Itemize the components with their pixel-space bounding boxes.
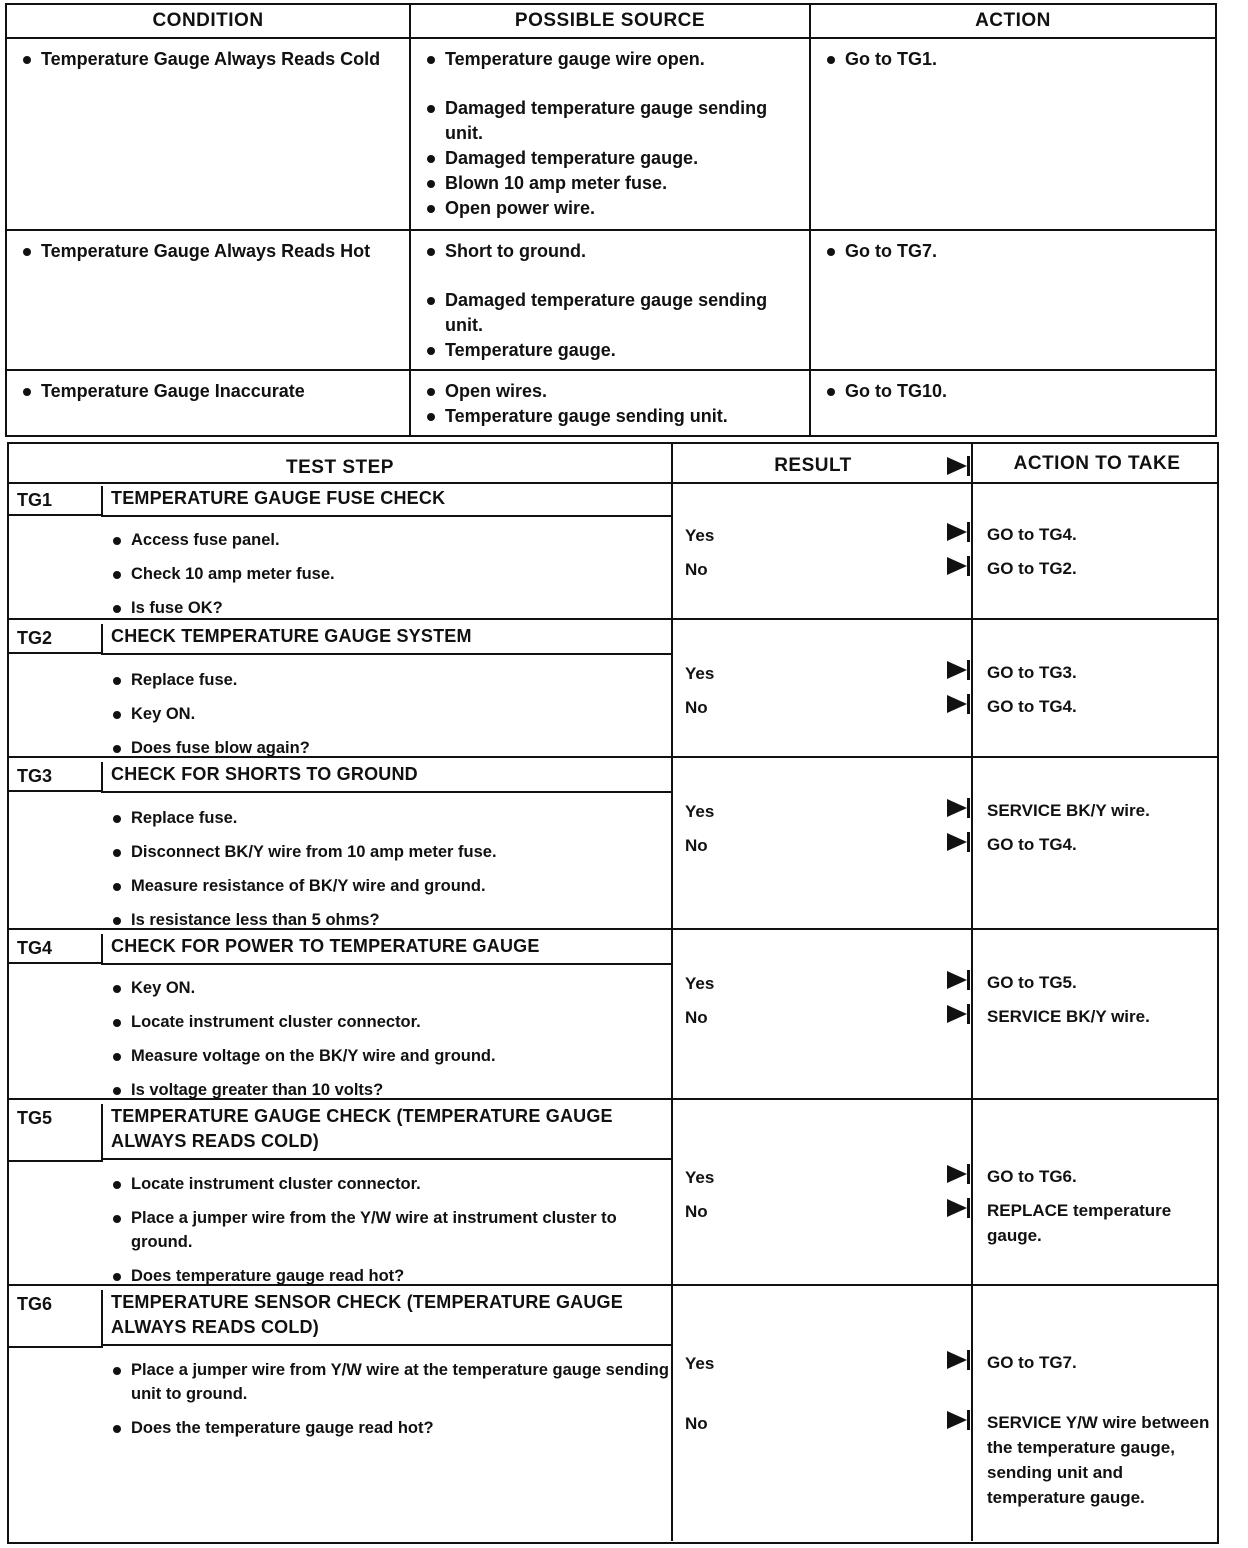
step-bullet: Locate instrument cluster connector. [109,1010,669,1034]
step-bullet: Disconnect BK/Y wire from 10 amp meter fuse. [109,840,669,864]
source-item: Damaged temperature gauge sending unit. [423,288,799,338]
action-column [971,482,1217,618]
action-text: Go to TG10. [823,379,1205,404]
step-bullet: Place a jumper wire from Y/W wire at the temperature gauge sending unit to ground. [109,1358,669,1406]
source-item: Temperature gauge. [423,338,799,363]
result-column [671,620,953,756]
result-arrow-icon [947,1164,971,1184]
source-item: Temperature gauge sending unit. [423,404,799,429]
result-no: No [685,560,708,579]
header-action-to-take: ACTION TO TAKE [971,444,1221,482]
step-bullet: Is resistance less than 5 ohms? [109,908,669,932]
action-no: GO to TG4. [987,835,1077,854]
result-arrow-icon [947,1004,971,1024]
action-column [971,620,1217,756]
step-code: TG5 [17,1108,53,1128]
step-bullet: Is fuse OK? [109,596,669,620]
condition-table [5,3,1217,437]
test-step-table [7,442,1219,1544]
result-yes: Yes [685,664,715,683]
result-arrow-icon [947,556,971,576]
action-no: SERVICE BK/Y wire. [987,1007,1150,1026]
action-no: REPLACE temperature gauge. [987,1201,1172,1245]
action-yes: GO to TG5. [987,973,1077,992]
action-cell [810,370,1216,436]
result-arrow-icon [947,522,971,542]
source-item: Blown 10 amp meter fuse. [423,171,799,196]
step-title: CHECK TEMPERATURE GAUGE SYSTEM [101,624,673,655]
result-arrow-icon [947,660,971,680]
step-bullet: Measure resistance of BK/Y wire and ground. [109,874,669,898]
step-code: TG4 [17,938,53,958]
step-bullet: Replace fuse. [109,668,669,692]
result-no: No [685,1008,708,1027]
step-title: TEMPERATURE GAUGE CHECK (TEMPERATURE GAUGE ALWAYS READS COLD) [101,1104,673,1160]
condition-row [6,38,1216,230]
action-column [971,1100,1217,1284]
action-text: Go to TG1. [823,47,1205,72]
result-arrow-icon [947,970,971,990]
step-code: TG1 [17,490,53,510]
condition-cell [6,230,410,370]
condition-row [6,230,1216,370]
result-arrow-icon [947,694,971,714]
source-item: Damaged temperature gauge. [423,146,799,171]
test-header-row [9,444,1217,484]
action-column [971,758,1217,928]
step-title: CHECK FOR SHORTS TO GROUND [101,762,673,793]
step-bullets [109,806,669,942]
action-cell [810,38,1216,230]
step-title: CHECK FOR POWER TO TEMPERATURE GAUGE [101,934,673,965]
header-possible-source: POSSIBLE SOURCE [410,4,810,38]
step-code: TG2 [17,628,53,648]
action-no: GO to TG4. [987,697,1077,716]
condition-text: Temperature Gauge Always Reads Hot [19,239,399,264]
step-bullet: Replace fuse. [109,806,669,830]
action-no: SERVICE Y/W wire between the temperature gauge, sending unit and temperature gauge. [987,1413,1210,1507]
step-bullet: Access fuse panel. [109,528,669,552]
result-yes: Yes [685,802,715,821]
code-divider [9,1346,103,1348]
header-arrow-icon [947,456,971,482]
step-bullet: Measure voltage on the BK/Y wire and ground. [109,1044,669,1068]
result-yes: Yes [685,526,715,545]
source-item: Short to ground. [423,239,799,264]
step-code: TG3 [17,766,53,786]
source-item: Temperature gauge wire open. [423,47,799,72]
action-text: Go to TG7. [823,239,1205,264]
step-bullets [109,976,669,1112]
action-no: GO to TG2. [987,559,1077,578]
result-yes: Yes [685,1354,715,1373]
result-yes: Yes [685,1168,715,1187]
result-column [671,1100,953,1284]
result-column [671,1286,953,1541]
source-cell [410,38,810,230]
condition-text: Temperature Gauge Inaccurate [19,379,399,404]
result-arrow-icon [947,832,971,852]
step-bullet: Locate instrument cluster connector. [109,1172,669,1196]
step-bullet: Does temperature gauge read hot? [109,1264,669,1288]
result-arrow-icon [947,798,971,818]
result-yes: Yes [685,974,715,993]
action-yes: GO to TG4. [987,525,1077,544]
action-column [971,930,1217,1098]
header-action: ACTION [810,4,1216,38]
source-item: Open power wire. [423,196,799,221]
code-divider [9,514,103,516]
test-step-tg6 [9,1286,1217,1541]
step-title: TEMPERATURE GAUGE FUSE CHECK [101,486,673,517]
source-cell [410,370,810,436]
result-arrow-icon [947,1410,971,1430]
test-step-tg5 [9,1100,1217,1286]
source-item: Open wires. [423,379,799,404]
code-divider [9,790,103,792]
result-column [671,930,953,1098]
step-bullet: Does fuse blow again? [109,736,669,760]
result-no: No [685,1414,708,1433]
result-column [671,758,953,928]
action-yes: GO to TG7. [987,1353,1077,1372]
condition-cell [6,370,410,436]
header-result: RESULT [671,444,953,482]
code-divider [9,1160,103,1162]
condition-row [6,370,1216,436]
action-yes: SERVICE BK/Y wire. [987,801,1150,820]
condition-cell [6,38,410,230]
condition-header-row [6,4,1216,38]
step-bullet: Does the temperature gauge read hot? [109,1416,669,1440]
step-bullets [109,528,669,630]
source-cell [410,230,810,370]
action-column [971,1286,1217,1541]
test-step-tg1 [9,482,1217,620]
step-bullet: Place a jumper wire from the Y/W wire at instrument cluster to ground. [109,1206,669,1254]
action-yes: GO to TG6. [987,1167,1077,1186]
header-test-step: TEST STEP [286,457,394,478]
action-cell [810,230,1216,370]
step-bullet: Check 10 amp meter fuse. [109,562,669,586]
step-bullet: Is voltage greater than 10 volts? [109,1078,669,1102]
source-item: Damaged temperature gauge sending unit. [423,96,799,146]
header-condition: CONDITION [6,4,410,38]
result-column [671,482,953,618]
result-arrow-icon [947,1350,971,1370]
step-bullets [109,1358,669,1450]
step-title: TEMPERATURE SENSOR CHECK (TEMPERATURE GAUGE ALWAYS READS COLD) [101,1290,673,1346]
step-bullets [109,1172,669,1298]
result-no: No [685,836,708,855]
step-code: TG6 [17,1294,53,1314]
result-no: No [685,1202,708,1221]
result-no: No [685,698,708,717]
result-arrow-icon [947,1198,971,1218]
code-divider [9,652,103,654]
code-divider [9,962,103,964]
test-step-tg2 [9,620,1217,758]
test-step-tg4 [9,930,1217,1100]
action-yes: GO to TG3. [987,663,1077,682]
condition-text: Temperature Gauge Always Reads Cold [19,47,399,72]
step-bullet: Key ON. [109,976,669,1000]
test-step-tg3 [9,758,1217,930]
step-bullets [109,668,669,770]
step-bullet: Key ON. [109,702,669,726]
